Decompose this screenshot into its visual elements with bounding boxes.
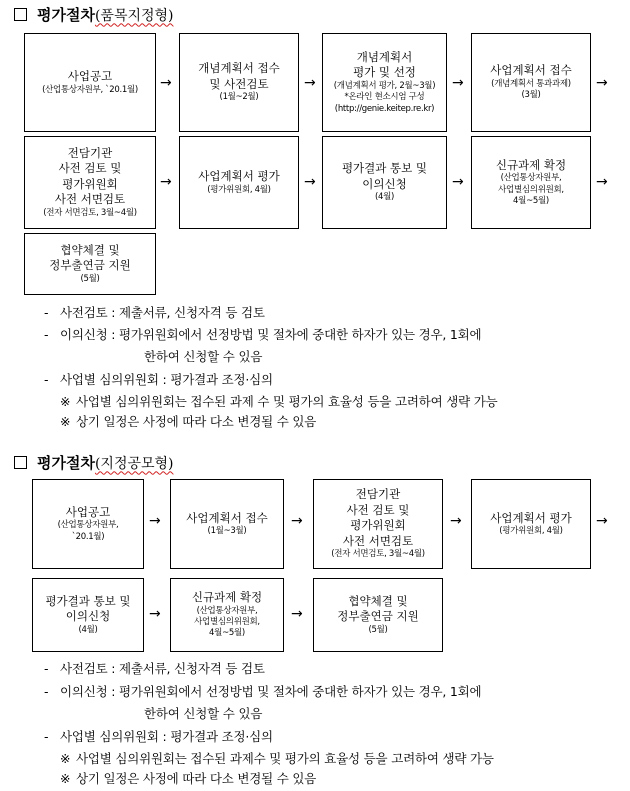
note-bullet: - [44,372,49,387]
s1-note [60,412,316,430]
s1-step-concept-receipt [179,33,299,132]
section2-header [14,452,174,473]
arrow-right-icon: → [596,75,608,91]
arrow-right-icon: → [160,174,172,190]
step-detail: (4월) [374,192,395,203]
step-detail: *온라인 현소시엄 구성 [344,92,425,103]
note-text: 상기 일정은 사정에 따라 다소 변경될 수 있음 [76,771,317,786]
step-label: 평가위원회 [350,518,406,533]
section1-title: 평가절차 [37,6,95,24]
s2-note [44,682,481,700]
step-detail: (평가위원회, 4월) [499,526,563,537]
note-bullet: - [44,327,49,342]
note-bullet: - [44,684,49,699]
arrow-right-icon: → [596,513,608,529]
step-label: 전담기관 [355,487,401,502]
s1-note [44,370,273,388]
note-bullet: ※ [60,751,71,766]
note-text: 사전검토 : 제출서류, 신청자격 등 검토 [60,661,265,676]
checkbox-square-icon [14,456,27,469]
s2-step-agreement [313,578,443,652]
s2-note [60,749,494,767]
arrow-right-icon: → [291,513,303,529]
step-label: 사전 서면검토 [54,192,126,207]
step-label: 평가결과 통보 및 [45,593,131,608]
arrow-right-icon: → [160,75,172,91]
s1-step-result-notice [322,136,447,229]
s2-step-plan-receipt [170,479,284,569]
step-label: 개념계획서 [356,49,413,64]
arrow-right-icon: → [452,174,464,190]
section2-title: 평가절차 [37,454,95,472]
note-text: 상기 일정은 사정에 따라 다소 변경될 수 있음 [76,414,317,429]
step-label: 이의신청 [362,176,407,191]
step-label: 협약체결 및 [60,242,120,257]
note-text: 이의신청 : 평가위원회에서 선정방법 및 절차에 중대한 하자가 있는 경우, 1회에 [60,684,482,699]
step-detail: (산업통상자원부, [500,173,562,184]
arrow-right-icon: → [291,606,303,622]
s2-note [44,659,265,677]
s1-step-concept-selection [322,33,447,132]
note-text: 한하여 신청할 수 있음 [144,349,263,364]
note-bullet: ※ [60,414,71,429]
s2-step-result-notice [32,578,144,652]
step-detail: (5월) [80,273,100,284]
s2-note-continuation [144,704,262,722]
note-text: 이의신청 : 평가위원회에서 선정방법 및 절차에 중대한 하자가 있는 경우, 1회에 [60,327,482,342]
step-label: 신규과제 확정 [495,157,567,172]
note-bullet: - [44,305,49,320]
s1-step-announcement [24,33,156,132]
s1-step-plan-receipt [471,33,591,132]
s1-note [60,392,498,410]
arrow-right-icon: → [304,75,316,91]
section1-subtitle: (품목지정형) [94,7,174,24]
step-detail: `20.1월) [71,531,105,542]
step-label: 평가결과 통보 및 [341,161,428,176]
step-label: 사업계획서 평가 [198,169,280,183]
arrow-right-icon: → [450,513,462,529]
step-label: 협약체결 및 [348,593,408,608]
step-detail: (전자 서면검토, 3월~4월) [331,549,425,560]
step-label: 신규과제 확정 [191,590,263,605]
step-detail: (산업통상자원부, [57,520,119,531]
note-text: 사전검토 : 제출서류, 신청자격 등 검토 [60,305,265,320]
step-detail: (개념계획서 평가, 2월~3월) [333,80,436,91]
step-detail: (평가위원회, 4월) [207,184,271,195]
step-label: 정부출연금 지원 [49,258,131,273]
s1-step-agreement [24,233,156,295]
arrow-right-icon: → [304,174,316,190]
s2-note [44,727,273,745]
s1-note-continuation [144,347,262,365]
step-label: 이의신청 [65,609,111,624]
step-detail: 4월~5월) [513,195,549,206]
note-bullet: - [44,729,49,744]
step-label: 개념계획서 접수 [198,61,280,76]
s1-step-confirmation [471,136,591,229]
s2-note [60,769,316,787]
step-label: 사업계획서 평가 [490,510,572,525]
step-detail: (개념계획서 통과과제) [491,78,571,89]
step-label: 사전 서면검토 [342,533,414,548]
step-label: 및 사전검토 [209,76,269,91]
note-bullet: - [44,661,49,676]
s1-note [44,303,265,321]
step-label: 전담기관 [67,145,113,160]
s2-step-confirmation [170,578,284,652]
step-label: 사전 검토 및 [346,502,410,517]
step-detail: 4월~5월) [209,628,245,639]
s1-note [44,325,481,343]
step-detail: (산업통상자원부, `20.1월) [42,84,138,95]
step-label: 정부출연금 지원 [337,609,419,624]
note-text: 사업별 심의위원회는 접수된 과제수 및 평가의 효율성 등을 고려하여 생략 가능 [76,751,494,766]
note-text: 사업별 심의위원회는 접수된 과제 수 및 평가의 효율성 등을 고려하여 생략 가능 [76,394,498,409]
step-detail: (1월~2월) [219,92,259,103]
step-detail: 사업별심의위원회, [498,184,564,195]
step-label: 사업계획서 접수 [186,510,268,525]
arrow-right-icon: → [149,606,161,622]
note-bullet: ※ [60,771,71,786]
checkbox-square-icon [14,8,27,21]
note-text: 사업별 심의위원회 : 평가결과 조정·심의 [60,372,273,387]
s1-step-pre-review [24,136,156,229]
step-detail: (5월) [368,624,388,635]
step-detail: 사업별심의위원회, [194,617,260,628]
note-text: 사업별 심의위원회 : 평가결과 조정·심의 [60,729,273,744]
section2-subtitle: (지정공모형) [94,455,174,472]
section1-header [14,4,174,25]
s2-step-pre-review [313,479,443,569]
step-label: 사업공고 [67,69,113,83]
note-bullet: ※ [60,394,71,409]
note-text: 한하여 신청할 수 있음 [144,706,263,721]
step-detail: (산업통상자원부, [196,605,258,616]
step-detail: (4월) [78,624,98,635]
arrow-right-icon: → [149,513,161,529]
step-detail: (전자 서면검토, 3월~4월) [43,207,137,218]
step-label: 사업공고 [65,504,111,519]
step-label: 평가 및 선정 [353,65,416,80]
arrow-right-icon: → [596,174,608,190]
step-label: 사전 검토 및 [58,161,122,176]
step-label: 사업계획서 접수 [490,63,572,78]
step-detail: (1월~3월) [207,526,247,537]
s2-step-plan-evaluation [471,479,591,569]
step-detail: (3월) [521,90,541,101]
step-detail: (http://genie.keitep.re.kr) [334,103,435,114]
step-label: 평가위원회 [62,176,118,191]
arrow-right-icon: → [452,75,464,91]
s2-step-announcement [32,479,144,569]
s1-step-plan-evaluation [179,136,299,229]
